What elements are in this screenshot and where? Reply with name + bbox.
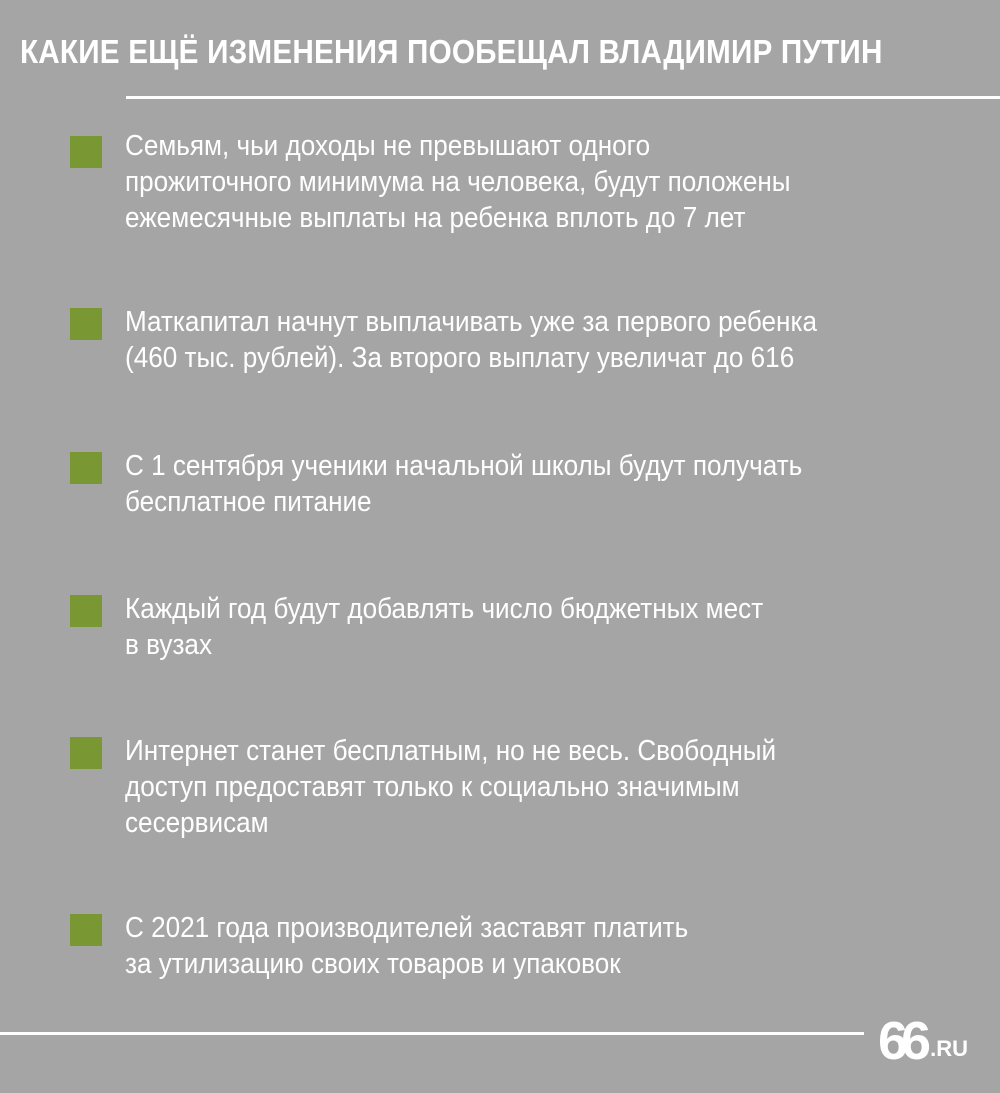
list-item-text: Семьям, чьи доходы не превышают одного прожиточного минимума на человека, будут положены ежемесячные выплаты на ребенка вплоть до 7 лет [125, 130, 791, 234]
square-bullet-icon [70, 452, 102, 484]
list-item-text: Каждый год будут добавлять число бюджетных мест в вузах [125, 593, 764, 661]
footer-divider [0, 1032, 864, 1035]
square-bullet-icon [70, 308, 102, 340]
list-item-text: Интернет станет бесплатным, но не весь. Свободный доступ предоставят только к социально значимым сесервисам [125, 735, 777, 839]
list-item-text: С 1 сентября ученики начальной школы будут получать бесплатное питание [125, 450, 803, 518]
logo-suffix: .RU [930, 1036, 968, 1061]
square-bullet-icon [70, 136, 102, 168]
list-item-text: С 2021 года производителей заставят платить за утилизацию своих товаров и упаковок [125, 912, 689, 980]
title-divider [126, 96, 1000, 99]
page-title: КАКИЕ ЕЩЁ ИЗМЕНЕНИЯ ПООБЕЩАЛ ВЛАДИМИР ПУТИН [20, 33, 883, 70]
logo-number: 66 [878, 1011, 925, 1071]
square-bullet-icon [70, 737, 102, 769]
square-bullet-icon [70, 595, 102, 627]
square-bullet-icon [70, 914, 102, 946]
list-item-text: Маткапитал начнут выплачивать уже за первого ребенка (460 тыс. рублей). За второго выплату увеличат до 616 [125, 306, 817, 374]
brand-logo [878, 1008, 968, 1071]
